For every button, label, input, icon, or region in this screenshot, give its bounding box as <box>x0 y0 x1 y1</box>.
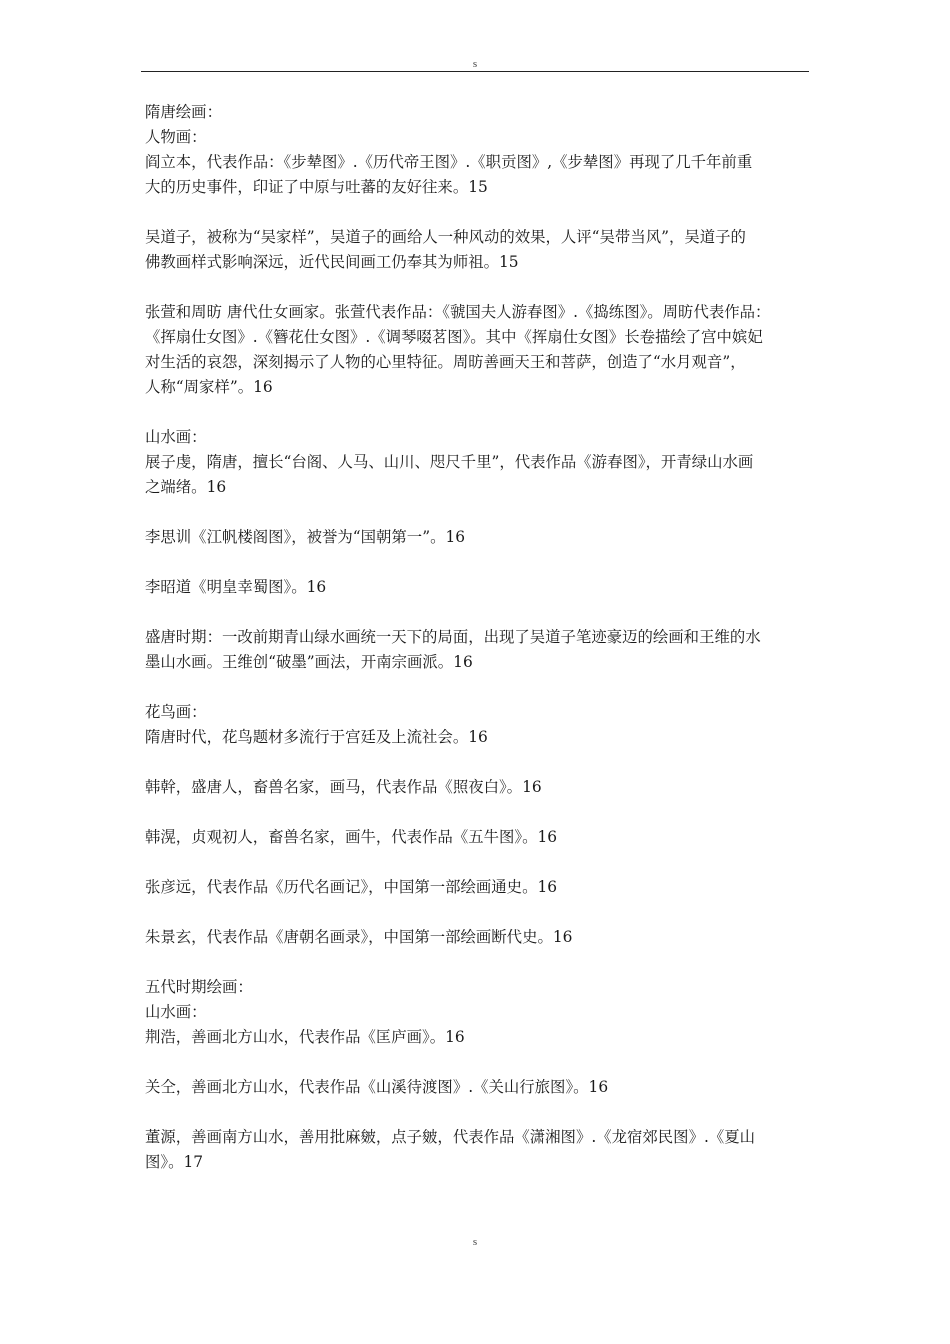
text-line: 李昭道《明皇幸蜀图》。16 <box>145 578 327 596</box>
text-line: 山水画： <box>145 1003 207 1021</box>
paragraph-gap <box>145 400 813 425</box>
text-line: 韩幹，盛唐人，畜兽名家，画马，代表作品《照夜白》。16 <box>145 778 542 796</box>
paragraph-gap <box>145 800 813 825</box>
text-line: 对生活的哀怨，深刻揭示了人物的心里特征。周昉善画天王和菩萨，创造了“水月观音”， <box>145 353 746 371</box>
text-line: 展子虔，隋唐，擅长“台阁、人马、山川、咫尺千里”，代表作品《游春图》，开青绿山水画 <box>145 453 754 471</box>
text-line: 荆浩，善画北方山水，代表作品《匡庐画》。16 <box>145 1028 465 1046</box>
text-line: 李思训《江帆楼阁图》，被誉为“国朝第一”。16 <box>145 528 466 546</box>
paragraph-gap <box>145 675 813 700</box>
paragraph-gap <box>145 600 813 625</box>
text-line: 隋唐时代，花鸟题材多流行于宫廷及上流社会。16 <box>145 728 488 746</box>
paragraph-gap <box>145 900 813 925</box>
text-line: 五代时期绘画： <box>145 978 253 996</box>
paragraph-gap <box>145 1050 813 1075</box>
text-line: 阎立本，代表作品：《步辇图》.《历代帝王图》.《职贡图》,《步辇图》再现了几千年前重 <box>145 153 753 171</box>
text-line: 佛教画样式影响深远，近代民间画工仍奉其为师祖。15 <box>145 253 519 271</box>
document-body <box>145 100 813 1175</box>
paragraph-gap <box>145 1100 813 1125</box>
paragraph-gap <box>145 200 813 225</box>
text-line: 图》。17 <box>145 1153 204 1171</box>
page-footer-mark: s <box>472 1236 478 1248</box>
text-line: 墨山水画。王维创“破墨”画法，开南宗画派。16 <box>145 653 473 671</box>
text-line: 张萱和周昉 唐代仕女画家。张萱代表作品：《虢国夫人游春图》.《捣练图》。周昉代表作品： <box>145 303 771 321</box>
header-rule <box>141 71 809 72</box>
page-header-mark: s <box>472 58 478 70</box>
text-line: 盛唐时期：一改前期青山绿水画统一天下的局面，出现了吴道子笔迹豪迈的绘画和王维的水 <box>145 628 761 646</box>
text-line: 人称“周家样”。16 <box>145 378 273 396</box>
text-line: 朱景玄，代表作品《唐朝名画录》，中国第一部绘画断代史。16 <box>145 928 573 946</box>
text-line: 花鸟画： <box>145 703 207 721</box>
text-line: 张彦远，代表作品《历代名画记》，中国第一部绘画通史。16 <box>145 878 558 896</box>
text-line: 吴道子，被称为“吴家样”，吴道子的画给人一种风动的效果，人评“吴带当风”，吴道子的 <box>145 228 746 246</box>
text-line: 大的历史事件，印证了中原与吐蕃的友好往来。15 <box>145 178 488 196</box>
text-line: 人物画： <box>145 128 207 146</box>
text-line: 《挥扇仕女图》.《簪花仕女图》.《调琴啜茗图》。其中《挥扇仕女图》长卷描绘了宫中嫔妃 <box>145 328 763 346</box>
paragraph-gap <box>145 275 813 300</box>
paragraph-gap <box>145 850 813 875</box>
paragraph-gap <box>145 750 813 775</box>
paragraph-gap <box>145 950 813 975</box>
text-line: 山水画： <box>145 428 207 446</box>
paragraph-gap <box>145 550 813 575</box>
text-line: 隋唐绘画： <box>145 103 222 121</box>
text-line: 关仝，善画北方山水，代表作品《山溪待渡图》.《关山行旅图》。16 <box>145 1078 609 1096</box>
text-line: 之端绪。16 <box>145 478 227 496</box>
text-line: 董源，善画南方山水，善用批麻皴，点子皴，代表作品《潇湘图》.《龙宿郊民图》.《夏山 <box>145 1128 756 1146</box>
text-line: 韩滉，贞观初人，畜兽名家，画牛，代表作品《五牛图》。16 <box>145 828 558 846</box>
paragraph-gap <box>145 500 813 525</box>
